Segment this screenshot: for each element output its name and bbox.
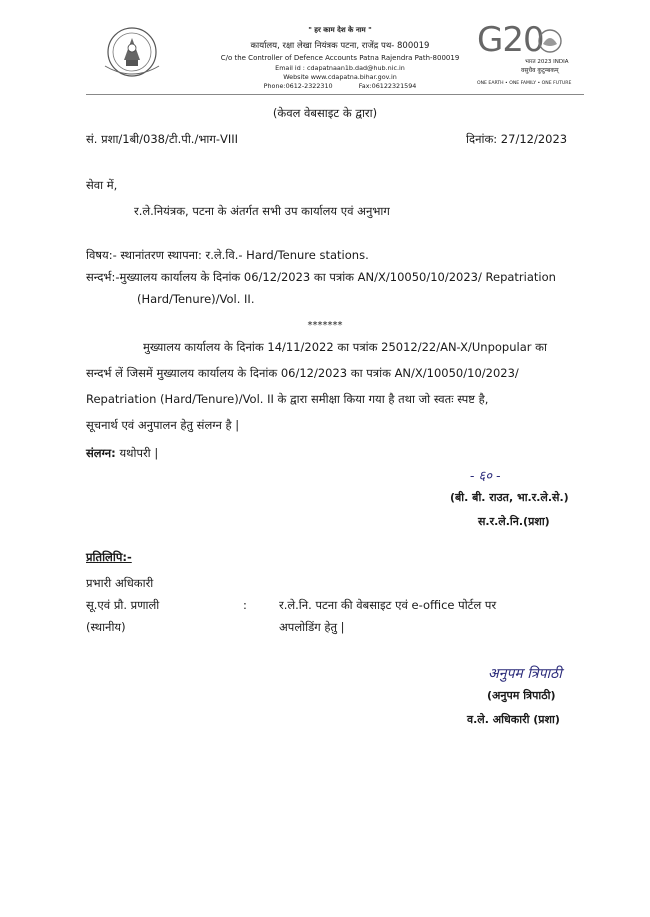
subject-label: विषय:- — [86, 248, 117, 262]
copy-label: प्रतिलिपि:- — [86, 550, 132, 564]
copy-purpose-line-1: र.ले.नि. पटना की वेबसाइट एवं e-office पोर्टल पर — [279, 598, 497, 612]
signatory-1-designation: स.र.ले.नि.(प्रशा) — [478, 515, 550, 528]
body-line-2: सन्दर्भ लें जिसमें मुख्यालय कार्यालय के दिनांक 06/12/2023 का पत्रांक AN/X/10050/10/2023/ — [86, 366, 519, 380]
g20-brand: G20 — [477, 20, 544, 60]
signatory-2-designation: व.ले. अधिकारी (प्रशा) — [467, 713, 560, 726]
office-website: Website www.cdapatna.bihar.gov.in — [283, 73, 397, 81]
signatory-2-name: (अनुपम त्रिपाठी) — [487, 689, 556, 702]
reference-label: सन्दर्भ:- — [86, 270, 120, 284]
subject-text: स्थानांतरण स्थापना: र.ले.वि.- Hard/Tenure stations. — [120, 248, 369, 262]
header-divider — [86, 94, 584, 95]
reference-number: सं. प्रशा/1बी/038/टी.पी./भाग-VIII — [86, 132, 239, 146]
letter-date: दिनांक: 27/12/2023 — [466, 132, 568, 146]
office-email: Email id : cdapatnaan1b.dad@hub.nic.in — [275, 64, 405, 72]
enclosure-line — [86, 446, 158, 461]
body-line-1: मुख्यालय कार्यालय के दिनांक 14/11/2022 का पत्रांक 25012/22/AN-X/Unpopular का — [143, 340, 547, 354]
copy-colon: : — [243, 598, 247, 612]
signature-2: अनुपम त्रिपाठी — [488, 666, 562, 682]
g20-india: भारत 2023 INDIA — [525, 59, 569, 65]
enclosure-text: यथोपरी | — [119, 446, 159, 460]
office-name-hindi: कार्यालय, रक्षा लेखा नियंत्रक पटना, राजेंद्र पथ- 800019 — [250, 41, 430, 51]
office-phone-fax — [190, 82, 490, 90]
separator: ******* — [307, 320, 343, 331]
enclosure-label: संलग्न: — [86, 446, 116, 460]
copy-recipient-line-3: (स्थानीय) — [86, 620, 126, 634]
lotus-globe-icon — [537, 28, 563, 54]
subject-line — [86, 248, 369, 263]
signature-1: - ६० - — [470, 469, 501, 484]
copy-recipient-line-2: सू.एवं प्रौ. प्रणाली — [86, 598, 160, 612]
reference-text-continued: (Hard/Tenure)/Vol. II. — [137, 292, 255, 306]
addressee: र.ले.नियंत्रक, पटना के अंतर्गत सभी उप कार्यालय एवं अनुभाग — [134, 204, 390, 218]
reference-line — [86, 270, 556, 285]
reference-text: मुख्यालय कार्यालय के दिनांक 06/12/2023 का पत्रांक AN/X/10050/10/2023/ Repatriation — [119, 270, 556, 284]
office-name-english: C/o the Controller of Defence Accounts Patna Rajendra Path-800019 — [220, 54, 460, 62]
body-line-3: Repatriation (Hard/Tenure)/Vol. II के द्वारा समीक्षा किया गया है तथा जो स्वतः स्पष्ट है, — [86, 392, 489, 406]
body-line-4: सूचनार्थ एवं अनुपालन हेतु संलग्न है | — [86, 418, 240, 432]
copy-purpose-line-2: अपलोडिंग हेतु | — [279, 620, 345, 634]
salutation: सेवा में, — [86, 178, 118, 192]
office-phone: Phone:0612-2322310 — [263, 82, 333, 90]
letterhead-motto: " हर काम देश के नाम " — [308, 26, 372, 34]
copy-recipient-line-1: प्रभारी अधिकारी — [86, 576, 154, 590]
office-fax: Fax:06122321594 — [358, 82, 417, 90]
website-note: (केवल वेबसाइट के द्वारा) — [272, 106, 378, 120]
g20-tagline: ONE EARTH • ONE FAMILY • ONE FUTURE — [477, 81, 572, 86]
dad-emblem-icon — [97, 22, 167, 80]
g20-hindi-motto: वसुधैव कुटुम्बकम् — [521, 67, 559, 74]
g20-logo — [477, 20, 577, 92]
signatory-1-name: (बी. बी. राउत, भा.र.ले.से.) — [450, 491, 569, 504]
